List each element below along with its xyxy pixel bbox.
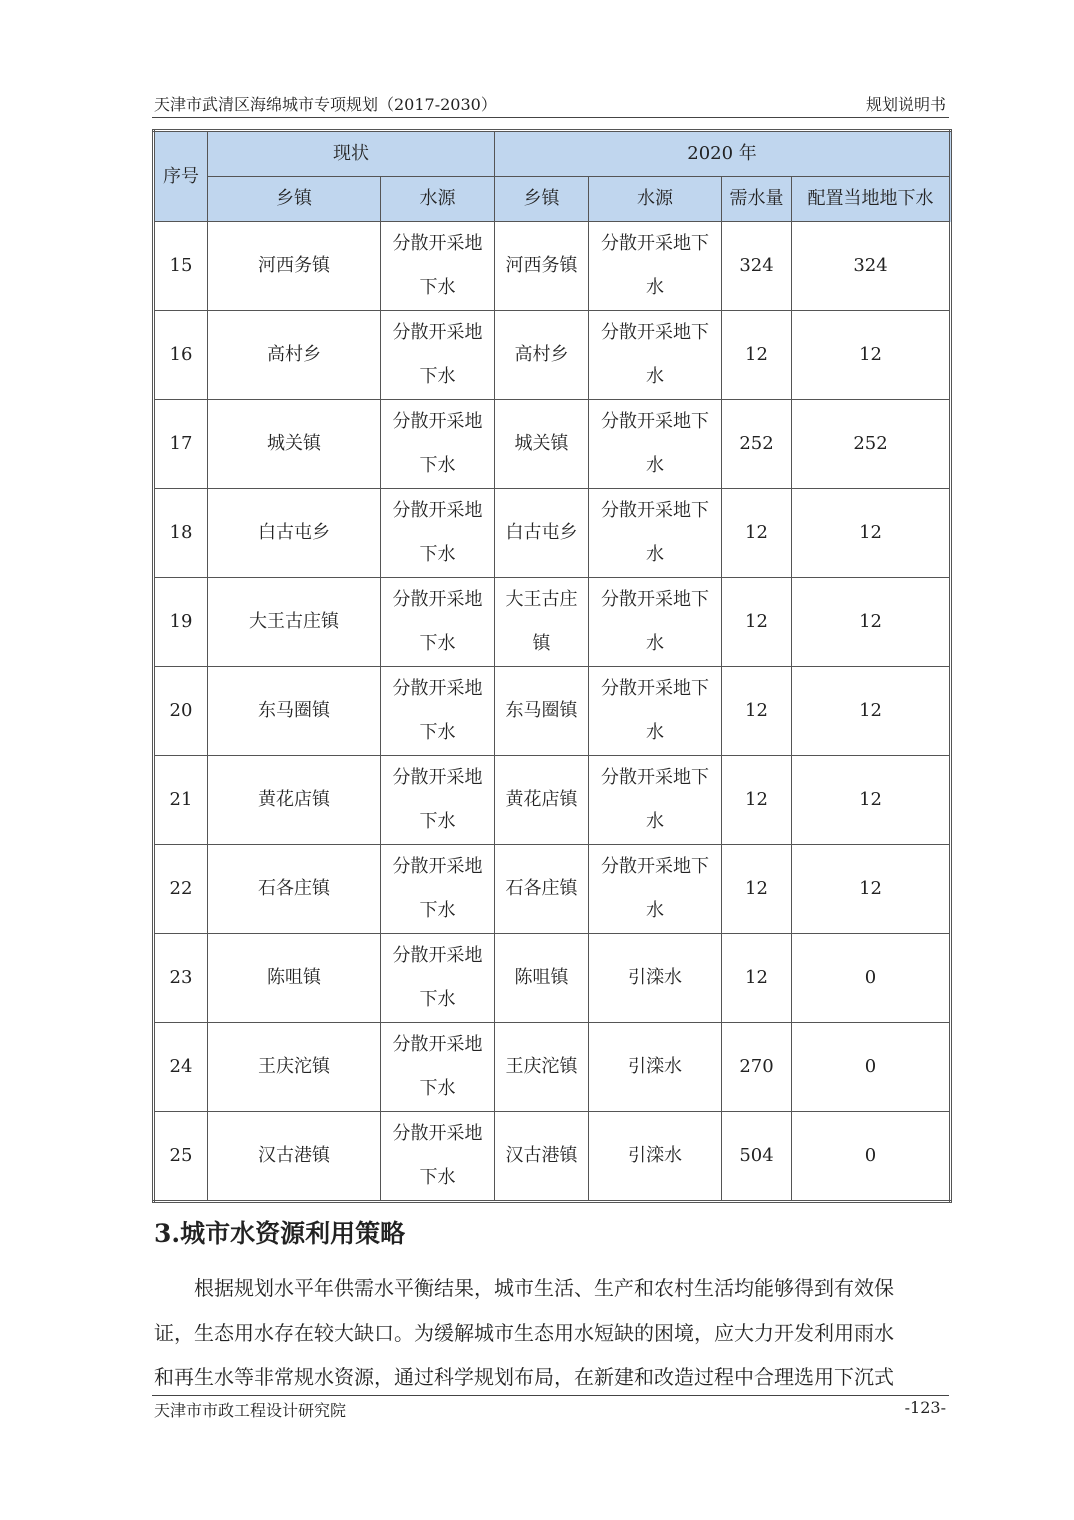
cell-demand	[722, 400, 792, 489]
cell-groundwater-text: 252	[853, 433, 888, 454]
cell-town	[208, 667, 381, 756]
cell-source-2020	[589, 1023, 722, 1112]
cell-demand	[722, 578, 792, 667]
cell-source-2020-text: 水	[646, 722, 664, 743]
cell-groundwater	[792, 1023, 951, 1112]
paragraph-line: 根据规划水平年供需水平衡结果，城市生活、生产和农村生活均能够得到有效保	[154, 1276, 894, 1300]
paragraph-line: 和再生水等非常规水资源，通过科学规划布局，在新建和改造过程中合理选用下沉式	[154, 1365, 894, 1389]
cell-index	[154, 400, 208, 489]
page-header	[152, 92, 948, 116]
cell-source-2020-text: 水	[646, 811, 664, 832]
cell-source	[381, 400, 495, 489]
cell-index	[154, 667, 208, 756]
cell-source	[381, 756, 495, 845]
cell-town-2020-text: 黄花店镇	[505, 789, 578, 810]
cell-town-2020	[495, 1023, 589, 1112]
cell-groundwater	[792, 1112, 951, 1202]
cell-index-text: 24	[169, 1056, 193, 1077]
cell-source-2020	[589, 311, 722, 400]
cell-source-2020-text: 水	[646, 455, 664, 476]
header-2020: 2020 年	[495, 131, 951, 177]
header-groundwater: 配置当地地下水	[792, 177, 951, 222]
cell-source-2020	[589, 756, 722, 845]
paragraph-line: 证，生态用水存在较大缺口。为缓解城市生态用水短缺的困境，应大力开发利用雨水	[154, 1320, 894, 1345]
cell-demand	[722, 667, 792, 756]
cell-source-text: 分散开采地	[392, 678, 483, 699]
cell-index	[154, 311, 208, 400]
cell-town-2020-text: 高村乡	[514, 344, 569, 365]
cell-town-2020-text: 东马圈镇	[505, 700, 578, 721]
header-index: 序号	[154, 131, 208, 222]
cell-source-2020-text: 引滦水	[628, 1056, 682, 1077]
cell-source-text: 下水	[419, 811, 456, 832]
cell-town-2020	[495, 845, 589, 934]
cell-town	[208, 400, 381, 489]
cell-groundwater	[792, 489, 951, 578]
cell-source-2020	[589, 222, 722, 311]
cell-source-text: 下水	[419, 366, 456, 387]
section-paragraph	[154, 1266, 948, 1400]
header-town: 乡镇	[208, 177, 381, 222]
cell-source-2020-text: 水	[646, 544, 664, 565]
cell-town-2020	[495, 756, 589, 845]
cell-source-2020	[589, 667, 722, 756]
cell-demand	[722, 845, 792, 934]
cell-source	[381, 667, 495, 756]
cell-source-2020	[589, 578, 722, 667]
cell-town	[208, 578, 381, 667]
cell-groundwater-text: 0	[864, 967, 877, 988]
footer-rule	[152, 1395, 949, 1396]
cell-source-2020-text: 引滦水	[628, 1145, 682, 1166]
cell-source-2020	[589, 400, 722, 489]
cell-demand-text: 12	[745, 611, 768, 632]
cell-town-text: 黄花店镇	[258, 789, 330, 810]
cell-town-2020-text: 城关镇	[514, 433, 569, 454]
cell-town-2020	[495, 489, 589, 578]
cell-index	[154, 934, 208, 1023]
cell-groundwater	[792, 934, 951, 1023]
cell-source-text: 下水	[419, 1078, 456, 1099]
cell-source-2020-text: 水	[646, 633, 664, 654]
cell-town-2020-text: 河西务镇	[505, 255, 578, 276]
cell-index-text: 22	[169, 878, 193, 899]
cell-groundwater	[792, 222, 951, 311]
cell-source-2020-text: 分散开采地下	[601, 856, 709, 877]
cell-groundwater-text: 12	[859, 789, 882, 810]
cell-index-text: 18	[169, 522, 193, 543]
cell-source-text: 下水	[419, 1167, 456, 1188]
cell-source-text: 分散开采地	[392, 945, 483, 966]
header-current: 现状	[208, 131, 495, 177]
cell-index-text: 25	[169, 1145, 193, 1166]
cell-source	[381, 489, 495, 578]
cell-source-2020-text: 水	[646, 277, 664, 298]
cell-town-text: 东马圈镇	[258, 700, 330, 721]
cell-source-2020-text: 分散开采地下	[601, 500, 709, 521]
cell-groundwater	[792, 845, 951, 934]
cell-index	[154, 756, 208, 845]
cell-groundwater-text: 0	[864, 1056, 877, 1077]
cell-demand-text: 270	[739, 1056, 774, 1077]
cell-source-2020-text: 分散开采地下	[601, 411, 709, 432]
cell-index-text: 17	[169, 433, 193, 454]
cell-source-text: 分散开采地	[392, 1034, 483, 1055]
cell-town	[208, 489, 381, 578]
cell-town-2020-text: 陈咀镇	[514, 967, 569, 988]
cell-source	[381, 1112, 495, 1202]
cell-source-text: 分散开采地	[392, 1123, 483, 1144]
cell-groundwater	[792, 311, 951, 400]
cell-demand	[722, 489, 792, 578]
table-row	[154, 934, 951, 1023]
cell-town-2020-text: 石各庄镇	[505, 878, 578, 899]
header-town-2020: 乡镇	[495, 177, 589, 222]
cell-index-text: 20	[169, 700, 193, 721]
cell-groundwater	[792, 578, 951, 667]
cell-town	[208, 311, 381, 400]
header-source: 水源	[381, 177, 495, 222]
cell-index	[154, 222, 208, 311]
table-row	[154, 400, 951, 489]
cell-index	[154, 845, 208, 934]
cell-source	[381, 222, 495, 311]
table-row	[154, 756, 951, 845]
cell-demand	[722, 311, 792, 400]
cell-source-text: 分散开采地	[392, 233, 483, 254]
cell-source-text: 分散开采地	[392, 589, 483, 610]
cell-source-text: 下水	[419, 277, 456, 298]
cell-town-2020-text: 汉古港镇	[505, 1145, 578, 1166]
cell-demand-text: 12	[745, 789, 768, 810]
cell-groundwater	[792, 400, 951, 489]
cell-source-text: 分散开采地	[392, 322, 483, 343]
cell-town-text: 白古屯乡	[258, 522, 330, 543]
header-demand: 需水量	[722, 177, 792, 222]
cell-source	[381, 934, 495, 1023]
cell-source-text: 下水	[419, 633, 456, 654]
cell-town-2020-text: 镇	[532, 633, 551, 654]
cell-town-2020	[495, 222, 589, 311]
cell-groundwater-text: 12	[859, 344, 882, 365]
cell-town-2020	[495, 934, 589, 1023]
cell-source-2020-text: 分散开采地下	[601, 589, 709, 610]
cell-town	[208, 222, 381, 311]
cell-source-2020-text: 分散开采地下	[601, 678, 709, 699]
section-heading: 3.城市水资源利用策略	[154, 1219, 406, 1248]
cell-town	[208, 845, 381, 934]
cell-town-text: 城关镇	[267, 433, 321, 454]
table-row	[154, 1112, 951, 1202]
cell-source	[381, 845, 495, 934]
cell-town	[208, 756, 381, 845]
header-doc-type: 规划说明书	[865, 95, 946, 114]
cell-index	[154, 578, 208, 667]
cell-index-text: 15	[169, 255, 193, 276]
table-row	[154, 845, 951, 934]
cell-index-text: 16	[169, 344, 193, 365]
table-row	[154, 222, 951, 311]
cell-source-2020-text: 水	[646, 900, 664, 921]
table-row	[154, 489, 951, 578]
cell-demand	[722, 934, 792, 1023]
cell-index	[154, 489, 208, 578]
cell-demand-text: 324	[739, 255, 774, 276]
cell-source-2020-text: 分散开采地下	[601, 322, 709, 343]
footer-org: 天津市市政工程设计研究院	[154, 1401, 347, 1420]
cell-source-text: 下水	[419, 544, 456, 565]
cell-index-text: 21	[169, 789, 193, 810]
cell-source-text: 下水	[419, 455, 456, 476]
cell-town-2020-text: 白古屯乡	[505, 522, 578, 543]
cell-groundwater-text: 12	[859, 700, 882, 721]
cell-demand-text: 12	[745, 522, 768, 543]
cell-town-text: 王庆沱镇	[258, 1056, 330, 1077]
cell-source-text: 分散开采地	[392, 856, 483, 877]
header-rule	[152, 117, 949, 118]
cell-town-2020	[495, 578, 589, 667]
cell-demand	[722, 1023, 792, 1112]
cell-demand-text: 12	[745, 700, 768, 721]
cell-groundwater-text: 0	[864, 1145, 877, 1166]
cell-source-2020	[589, 845, 722, 934]
cell-demand-text: 12	[745, 878, 768, 899]
cell-source-text: 分散开采地	[392, 767, 483, 788]
cell-demand-text: 504	[739, 1145, 774, 1166]
cell-town-2020	[495, 1112, 589, 1202]
cell-source-text: 下水	[419, 900, 456, 921]
cell-source-2020-text: 分散开采地下	[601, 233, 709, 254]
cell-groundwater-text: 324	[853, 255, 888, 276]
cell-index	[154, 1023, 208, 1112]
cell-demand	[722, 222, 792, 311]
cell-source-2020-text: 水	[646, 366, 664, 387]
cell-town-2020-text: 大王古庄	[505, 589, 578, 610]
cell-demand-text: 12	[745, 967, 768, 988]
footer-page-number: -123-	[904, 1398, 946, 1417]
cell-index-text: 23	[169, 967, 193, 988]
cell-town-text: 陈咀镇	[267, 967, 321, 988]
cell-source	[381, 311, 495, 400]
cell-groundwater-text: 12	[859, 878, 882, 899]
cell-demand-text: 252	[739, 433, 774, 454]
table-row	[154, 578, 951, 667]
cell-source	[381, 578, 495, 667]
table-row	[154, 667, 951, 756]
cell-index-text: 19	[169, 611, 193, 632]
cell-source-text: 下水	[419, 989, 456, 1010]
cell-town	[208, 1112, 381, 1202]
cell-town-text: 高村乡	[267, 344, 321, 365]
cell-source-text: 下水	[419, 722, 456, 743]
cell-town-2020	[495, 311, 589, 400]
cell-source-2020	[589, 489, 722, 578]
cell-town-text: 河西务镇	[258, 255, 330, 276]
header-title: 天津市武清区海绵城市专项规划（2017-2030）	[154, 95, 497, 114]
cell-source-2020-text: 引滦水	[628, 967, 682, 988]
cell-town	[208, 1023, 381, 1112]
cell-demand-text: 12	[745, 344, 768, 365]
table-row	[154, 1023, 951, 1112]
cell-source-text: 分散开采地	[392, 500, 483, 521]
cell-town-2020	[495, 667, 589, 756]
cell-town	[208, 934, 381, 1023]
cell-groundwater-text: 12	[859, 611, 882, 632]
cell-groundwater-text: 12	[859, 522, 882, 543]
cell-town-text: 大王古庄镇	[249, 611, 339, 632]
table-row	[154, 311, 951, 400]
water-source-table	[152, 129, 952, 1203]
cell-demand	[722, 1112, 792, 1202]
cell-town-text: 汉古港镇	[258, 1145, 330, 1166]
cell-source-2020	[589, 934, 722, 1023]
header-source-2020: 水源	[589, 177, 722, 222]
cell-town-2020-text: 王庆沱镇	[505, 1056, 578, 1077]
cell-town-2020	[495, 400, 589, 489]
cell-source-text: 分散开采地	[392, 411, 483, 432]
cell-index	[154, 1112, 208, 1202]
cell-town-text: 石各庄镇	[258, 878, 330, 899]
cell-source	[381, 1023, 495, 1112]
cell-groundwater	[792, 667, 951, 756]
cell-source-2020-text: 分散开采地下	[601, 767, 709, 788]
cell-source-2020	[589, 1112, 722, 1202]
cell-demand	[722, 756, 792, 845]
cell-groundwater	[792, 756, 951, 845]
